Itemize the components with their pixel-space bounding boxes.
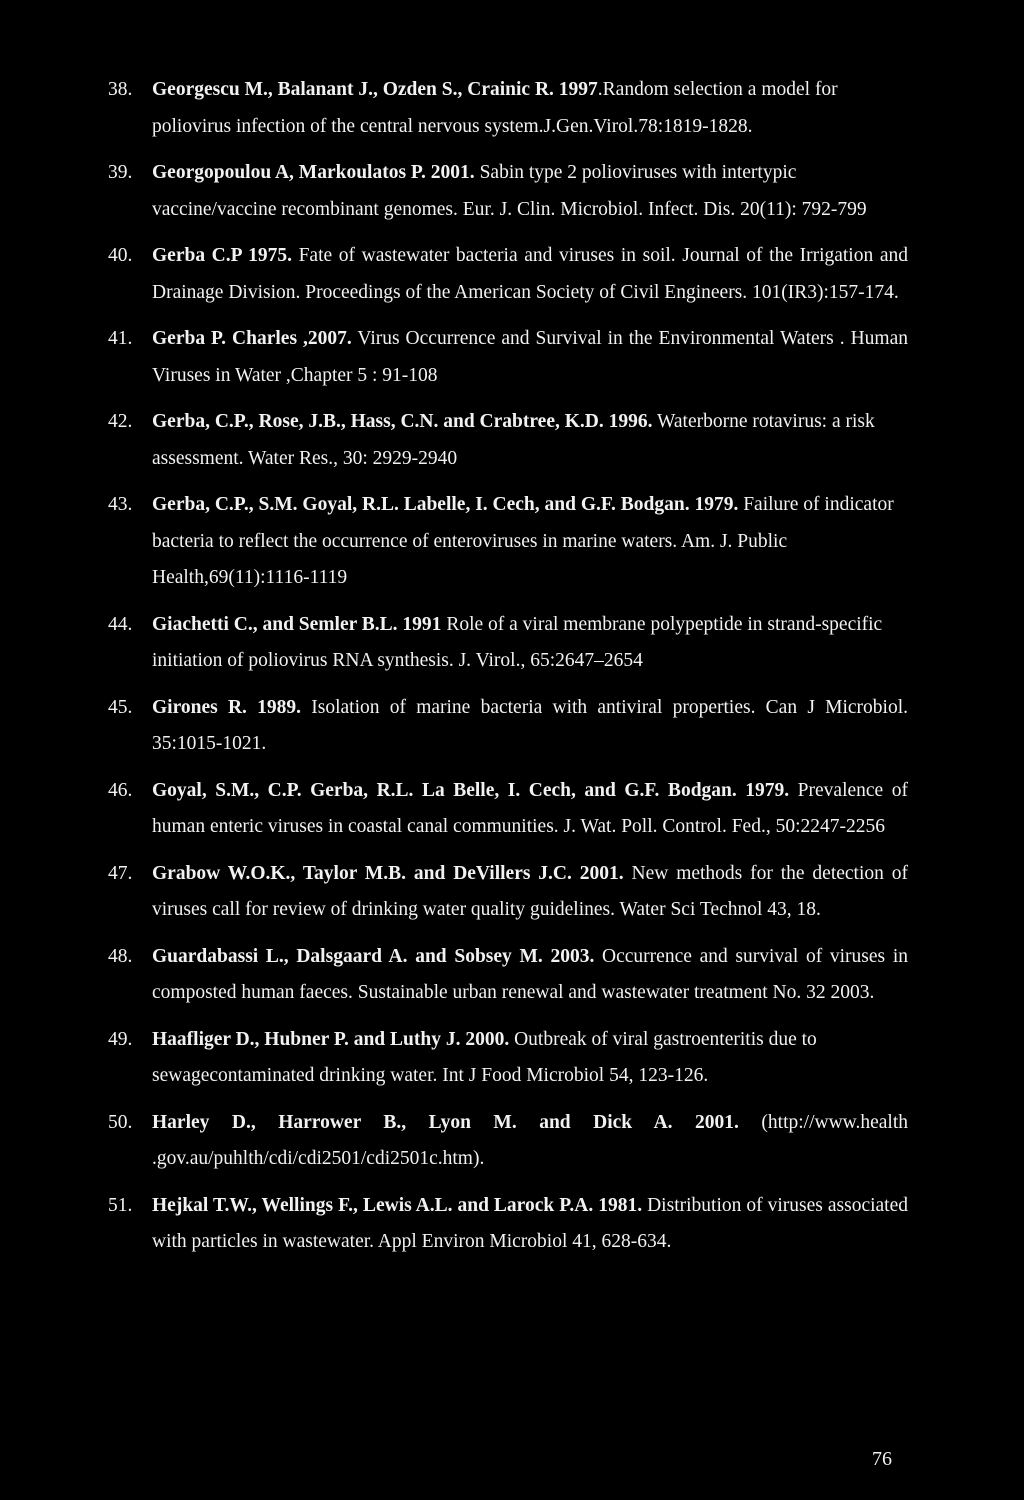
reference-item (108, 155, 908, 228)
reference-authors: Girones R. 1989. (152, 696, 302, 718)
reference-body: Distribution of viruses associated with particles in wastewater. Appl Environ Microbiol 41, 628-634. (152, 1194, 909, 1252)
reference-authors: Guardabassi L., Dalsgaard A. and Sobsey M. 2003. (152, 945, 595, 967)
reference-authors: Grabow W.O.K., Taylor M.B. and DeVillers J.C. 2001. (152, 862, 624, 884)
reference-authors: Gerba P. Charles ,2007. (152, 328, 352, 349)
reference-text (152, 1105, 908, 1178)
reference-item (108, 607, 908, 680)
reference-authors: Georgopoulou A, Markoulatos P. 2001. (152, 162, 475, 183)
reference-body: Role of a viral membrane polypeptide in strand-specific initiation of poliovirus RNA synthesis. J. Virol., 65:2647–2654 (152, 613, 883, 671)
reference-item (108, 773, 908, 846)
reference-body: Failure of indicator bacteria to reflect the occurrence of enteroviruses in marine waters. Am. J. Public Health,69(11):1116-1119 (152, 494, 894, 588)
reference-authors: Hejkal T.W., Wellings F., Lewis A.L. and Larock P.A. 1981. (152, 1194, 643, 1216)
reference-text (152, 1022, 908, 1095)
reference-text (152, 607, 908, 680)
reference-authors: Haafliger D., Hubner P. and Luthy J. 2000. (152, 1028, 510, 1050)
reference-text (152, 773, 908, 846)
reference-body: Fate of wastewater bacteria and viruses in soil. Journal of the Irrigation and Drainage Division. Proceedings of the American Society of Civil Engineers. 101(IR3):157-174. (152, 245, 908, 303)
reference-body: Waterborne rotavirus: a risk assessment. Water Res., 30: 2929-2940 (152, 411, 875, 469)
reference-number: 44. (108, 613, 133, 635)
reference-number: 42. (108, 411, 133, 432)
reference-number: 45. (108, 696, 133, 718)
reference-number: 41. (108, 328, 133, 349)
reference-text (152, 939, 908, 1012)
reference-number: 46. (108, 779, 133, 801)
reference-authors: Gerba, C.P., Rose, J.B., Hass, C.N. and Crabtree, K.D. 1996. (152, 411, 653, 432)
reference-authors: Gerba, C.P., S.M. Goyal, R.L. Labelle, I. Cech, and G.F. Bodgan. 1979. (152, 494, 739, 515)
reference-body: New methods for the detection of viruses call for review of drinking water quality guidelines. Water Sci Technol 43, 18. (152, 862, 908, 920)
reference-authors: Gerba C.P 1975. (152, 245, 292, 266)
reference-item (108, 1188, 908, 1261)
reference-text (152, 404, 908, 477)
reference-text (152, 321, 908, 394)
reference-number: 40. (108, 245, 133, 266)
reference-authors: Goyal, S.M., C.P. Gerba, R.L. La Belle, I. Cech, and G.F. Bodgan. 1979. (152, 779, 790, 801)
reference-text (152, 690, 908, 763)
reference-body: Occurrence and survival of viruses in composted human faeces. Sustainable urban renewal and wastewater treatment No. 32 2003. (152, 945, 908, 1003)
reference-item (108, 1105, 908, 1178)
reference-number: 48. (108, 945, 133, 967)
reference-item (108, 238, 908, 311)
reference-item (108, 321, 908, 394)
reference-number: 51. (108, 1194, 133, 1216)
reference-body: Isolation of marine bacteria with antiviral properties. Can J Microbiol. 35:1015-1021. (152, 696, 908, 754)
reference-item (108, 939, 908, 1012)
reference-body: Outbreak of viral gastroenteritis due to sewagecontaminated drinking water. Int J Food Microbiol 54, 123-126. (152, 1028, 817, 1086)
reference-number: 38. (108, 79, 133, 100)
reference-body: (http://www.health .gov.au/puhlth/cdi/cdi2501/cdi2501c.htm). (152, 1111, 908, 1169)
reference-body: Virus Occurrence and Survival in the Environmental Waters . Human Viruses in Water ,Chapter 5 : 91-108 (152, 328, 908, 386)
reference-item (108, 1022, 908, 1095)
reference-list (108, 72, 908, 1271)
reference-body: .Random selection a model for poliovirus infection of the central nervous system.J.Gen.Virol.78:1819-1828. (152, 79, 838, 137)
reference-text (152, 72, 908, 145)
reference-text (152, 487, 908, 597)
reference-text (152, 155, 908, 228)
reference-text (152, 856, 908, 929)
reference-number: 39. (108, 162, 133, 183)
reference-item (108, 690, 908, 763)
reference-body: Sabin type 2 polioviruses with intertypic vaccine/vaccine recombinant genomes. Eur. J. Clin. Microbiol. Infect. Dis. 20(11): 792-799 (152, 162, 867, 220)
reference-item (108, 404, 908, 477)
reference-item (108, 487, 908, 597)
page-number: 76 (872, 1448, 892, 1470)
reference-authors: Giachetti C., and Semler B.L. 1991 (152, 613, 442, 635)
reference-item (108, 856, 908, 929)
reference-authors: Harley D., Harrower B., Lyon M. and Dick A. 2001. (152, 1111, 739, 1133)
reference-number: 47. (108, 862, 133, 884)
reference-number: 50. (108, 1111, 133, 1133)
reference-authors: Georgescu M., Balanant J., Ozden S., Crainic R. 1997 (152, 79, 598, 100)
reference-item (108, 72, 908, 145)
reference-text (152, 238, 908, 311)
reference-number: 43. (108, 494, 133, 515)
reference-number: 49. (108, 1028, 133, 1050)
reference-text (152, 1188, 908, 1261)
reference-body: Prevalence of human enteric viruses in coastal canal communities. J. Wat. Poll. Control. Fed., 50:2247-2256 (152, 779, 908, 837)
